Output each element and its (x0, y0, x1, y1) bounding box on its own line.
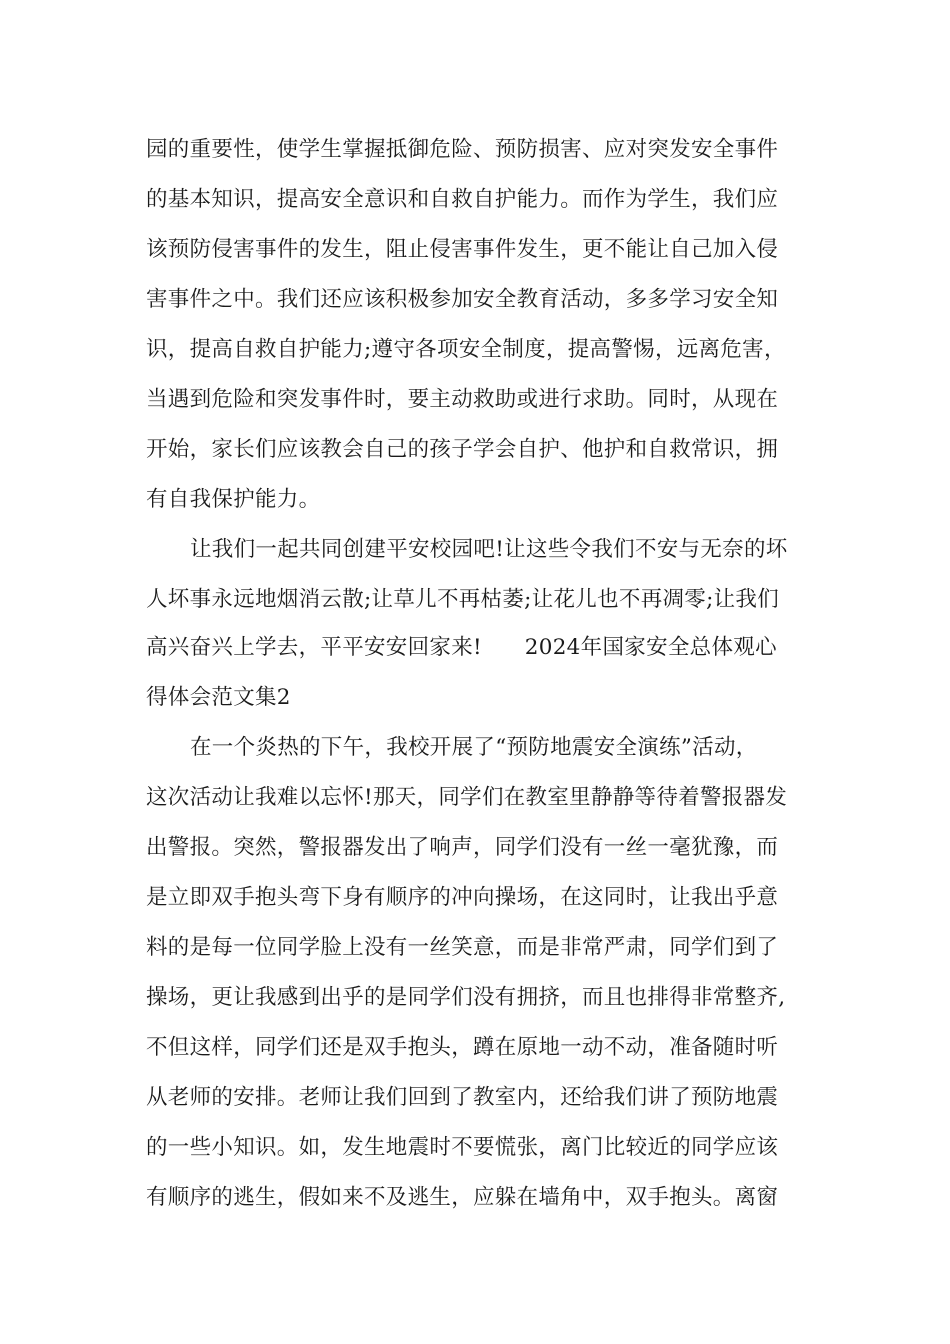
text-line: 操场，更让我感到出乎的是同学们没有拥挤，而且也排得非常整齐, (146, 985, 786, 1010)
text-line: 识，提高自救自护能力;遵守各项安全制度，提高警惕，远离危害， (146, 337, 786, 362)
paragraph-first-line: 让我们一起共同创建平安校园吧!让这些令我们不安与无奈的坏 (190, 537, 788, 562)
paragraph-first-line: 在一个炎热的下午，我校开展了“预防地震安全演练”活动， (190, 735, 758, 760)
text-line: 有自我保护能力。 (146, 487, 321, 512)
text-line: 的一些小知识。如，发生地震时不要慌张，离门比较近的同学应该 (146, 1135, 779, 1160)
text-line: 出警报。突然，警报器发出了响声，同学们没有一丝一毫犹豫，而 (146, 835, 779, 860)
text-line: 高兴奋兴上学去，平平安安回家来! 2024年国家安全总体观心 (146, 635, 777, 660)
text-line: 从老师的安排。老师让我们回到了教室内，还给我们讲了预防地震 (146, 1085, 779, 1110)
text-line: 当遇到危险和突发事件时，要主动救助或进行求助。同时，从现在 (146, 387, 779, 412)
text-line: 不但这样，同学们还是双手抱头，蹲在原地一动不动，准备随时听 (146, 1035, 779, 1060)
text-line: 的基本知识，提高安全意识和自救自护能力。而作为学生，我们应 (146, 187, 779, 212)
text-line: 害事件之中。我们还应该积极参加安全教育活动，多多学习安全知 (146, 287, 779, 312)
text-line: 园的重要性，使学生掌握抵御危险、预防损害、应对突发安全事件 (146, 137, 779, 162)
text-line: 有顺序的逃生，假如来不及逃生，应躲在墙角中，双手抱头。离窗 (146, 1185, 779, 1210)
text-line: 是立即双手抱头弯下身有顺序的冲向操场，在这同时，让我出乎意 (146, 885, 779, 910)
text-line: 开始，家长们应该教会自己的孩子学会自护、他护和自救常识，拥 (146, 437, 779, 462)
text-line: 料的是每一位同学脸上没有一丝笑意，而是非常严肃，同学们到了 (146, 935, 779, 960)
text-line: 该预防侵害事件的发生，阻止侵害事件发生，更不能让自己加入侵 (146, 237, 779, 262)
section-heading-line: 得体会范文集2 (146, 685, 291, 710)
text-line: 人坏事永远地烟消云散;让草儿不再枯萎;让花儿也不再凋零;让我们 (146, 587, 780, 612)
text-line: 这次活动让我难以忘怀!那天，同学们在教室里静静等待着警报器发 (146, 785, 788, 810)
